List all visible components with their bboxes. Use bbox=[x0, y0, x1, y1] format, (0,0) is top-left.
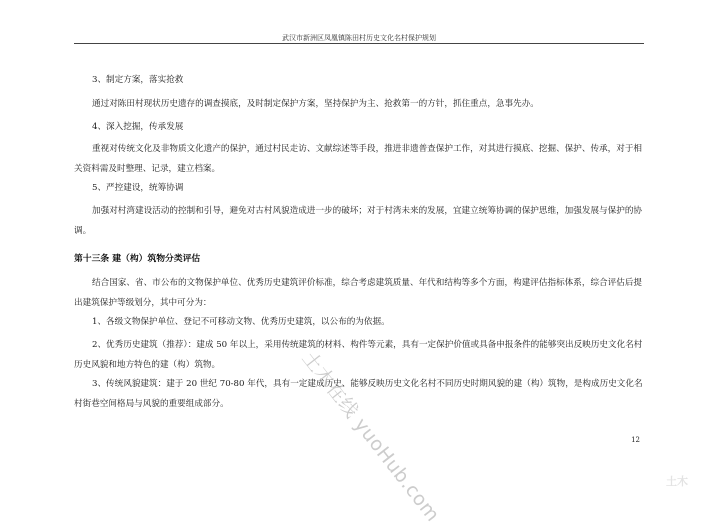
watermark: 土木在线 yuoHub.com bbox=[297, 347, 444, 527]
corner-logo: 土木 bbox=[666, 475, 688, 488]
article-heading: 第十三条 建（构）筑物分类评估 bbox=[74, 254, 201, 264]
item3-title: 3、制定方案，落实抢救 bbox=[92, 75, 184, 85]
item5-title: 5、严控建设，统筹协调 bbox=[92, 183, 184, 193]
class2-item: 2、优秀历史建筑（推荐）：建成 50 年以上，采用传统建筑的材料、构件等元素，具有一定保护价值或具备申报条件的能够突出反映历史文化名村历史风貌和地方特色的建（构）筑物。 bbox=[74, 340, 643, 370]
item3-body: 通过对陈田村现状历史遗存的调查摸底，及时制定保护方案，坚持保护为主、抢救第一的方针，抓住重点，急事先办。 bbox=[92, 99, 539, 109]
page-number: 12 bbox=[631, 436, 640, 444]
header-rule bbox=[74, 43, 644, 44]
article-intro: 结合国家、省、市公布的文物保护单位、优秀历史建筑评价标准，综合考虑建筑质量、年代和结构等多个方面，构建评估指标体系，综合评估后提出建筑保护等级划分，其中可分为： bbox=[74, 278, 643, 308]
item4-title: 4、深入挖掘，传承发展 bbox=[92, 122, 184, 132]
item5-body: 加强对村湾建设活动的控制和引导，避免对古村风貌造成进一步的破坏；对于村湾未来的发展，宜建立统筹协调的保护思维，加强发展与保护的协调。 bbox=[74, 206, 643, 236]
item4-body: 重视对传统文化及非物质文化遗产的保护，通过村民走访、文献综述等手段，推进非遗普查保护工作，对其进行摸底、挖掘、保护、传承，对于相关资料需及时整理、记录，建立档案。 bbox=[74, 144, 643, 174]
running-header: 武汉市新洲区凤凰镇陈田村历史文化名村保护规划 bbox=[282, 34, 436, 42]
class1-item: 1、各级文物保护单位、登记不可移动文物、优秀历史建筑，以公布的为依据。 bbox=[92, 317, 390, 327]
class3-item: 3、传统风貌建筑：建于 20 世纪 70-80 年代，具有一定建成历史、能够反映历史文化名村不同历史时期风貌的建（构）筑物，是构成历史文化名村街巷空间格局与风貌的重要组成部分。 bbox=[74, 379, 643, 409]
